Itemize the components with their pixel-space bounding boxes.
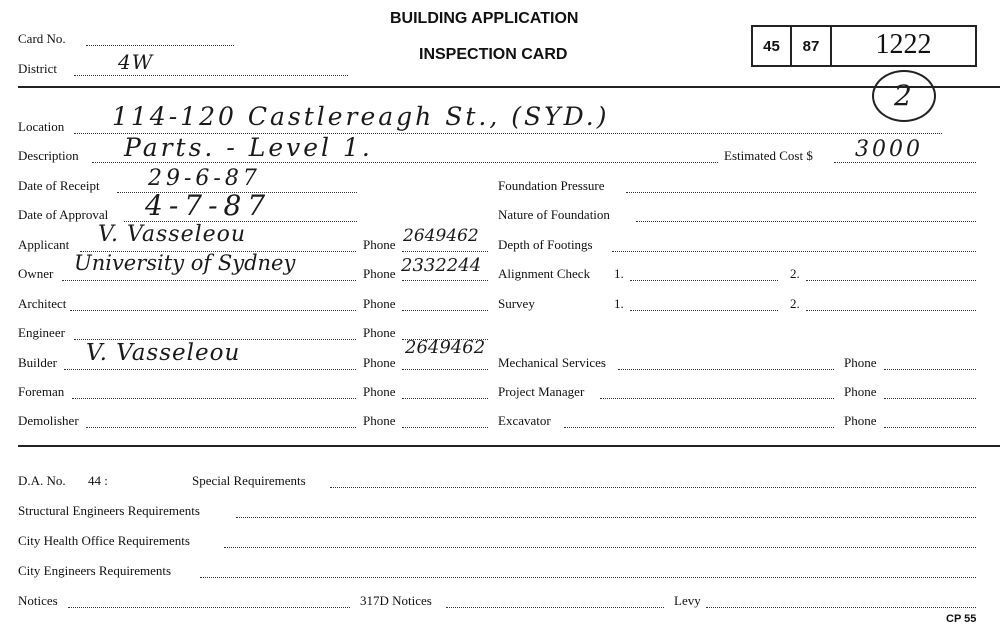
alignment-check-2-label: 2. bbox=[790, 266, 800, 281]
excavator-phone-field[interactable] bbox=[884, 427, 976, 428]
architect-label: Architect bbox=[18, 296, 67, 311]
survey-2-field[interactable] bbox=[806, 310, 976, 311]
nature-of-foundation-field[interactable] bbox=[636, 221, 976, 222]
project-manager-phone-field[interactable] bbox=[884, 398, 976, 399]
circled-mark: 2 bbox=[872, 70, 936, 122]
owner-value: University of Sydney bbox=[74, 251, 296, 275]
survey-1-field[interactable] bbox=[630, 310, 778, 311]
alignment-check-2-field[interactable] bbox=[806, 280, 976, 281]
applicant-phone-field[interactable] bbox=[402, 251, 488, 252]
survey-label: Survey bbox=[498, 296, 535, 311]
date-of-receipt-value: 29-6-87 bbox=[148, 166, 261, 191]
excavator-field[interactable] bbox=[564, 427, 834, 428]
city-health-label: City Health Office Requirements bbox=[18, 533, 190, 548]
card-number-box bbox=[751, 25, 977, 67]
mechanical-services-label: Mechanical Services bbox=[498, 355, 606, 370]
engineer-phone-label: Phone bbox=[363, 325, 396, 340]
title-line-2: INSPECTION CARD bbox=[419, 46, 568, 63]
builder-phone-value: 2649462 bbox=[405, 337, 486, 358]
owner-phone-value: 2332244 bbox=[401, 255, 482, 276]
card-no-field[interactable] bbox=[86, 45, 234, 46]
depth-of-footings-label: Depth of Footings bbox=[498, 237, 593, 252]
alignment-check-label: Alignment Check bbox=[498, 266, 591, 281]
description-value: Parts. - Level 1. bbox=[124, 133, 373, 162]
special-requirements-label: Special Requirements bbox=[192, 473, 306, 488]
foreman-label: Foreman bbox=[18, 384, 65, 399]
owner-phone-field[interactable] bbox=[402, 280, 488, 281]
architect-field[interactable] bbox=[70, 310, 356, 311]
demolisher-phone-label: Phone bbox=[363, 413, 396, 428]
alignment-check-1-label: 1. bbox=[614, 266, 624, 281]
estimated-cost-label: Estimated Cost $ bbox=[724, 148, 813, 163]
alignment-check-1-field[interactable] bbox=[630, 280, 778, 281]
title-line-1: BUILDING APPLICATION bbox=[390, 10, 579, 27]
builder-label: Builder bbox=[18, 355, 57, 370]
applicant-label: Applicant bbox=[18, 237, 70, 252]
nature-of-foundation-label: Nature of Foundation bbox=[498, 207, 610, 222]
date-of-receipt-label: Date of Receipt bbox=[18, 178, 100, 193]
builder-field[interactable] bbox=[64, 369, 356, 370]
structural-engineers-label: Structural Engineers Requirements bbox=[18, 503, 200, 518]
demolisher-phone-field[interactable] bbox=[402, 427, 488, 428]
form-code: CP 55 bbox=[946, 613, 977, 625]
architect-phone-label: Phone bbox=[363, 296, 396, 311]
survey-1-label: 1. bbox=[614, 296, 624, 311]
demolisher-label: Demolisher bbox=[18, 413, 79, 428]
date-of-approval-value: 4-7-87 bbox=[145, 189, 272, 222]
district-field[interactable] bbox=[74, 75, 348, 76]
location-value: 114-120 Castlereagh St., (SYD.) bbox=[112, 102, 610, 131]
da-no-label: D.A. No. bbox=[18, 473, 66, 488]
estimated-cost-field[interactable] bbox=[834, 162, 976, 163]
foreman-phone-label: Phone bbox=[363, 384, 396, 399]
builder-phone-label: Phone bbox=[363, 355, 396, 370]
mechanical-services-field[interactable] bbox=[618, 369, 834, 370]
architect-phone-field[interactable] bbox=[402, 310, 488, 311]
box-cell-a: 45 bbox=[763, 38, 780, 55]
excavator-phone-label: Phone bbox=[844, 413, 877, 428]
city-health-field[interactable] bbox=[224, 547, 976, 548]
notices-field[interactable] bbox=[68, 607, 350, 608]
builder-value: V. Vasseleou bbox=[86, 340, 241, 366]
mechanical-services-phone-field[interactable] bbox=[884, 369, 976, 370]
project-manager-label: Project Manager bbox=[498, 384, 585, 399]
description-field[interactable] bbox=[92, 162, 718, 163]
depth-of-footings-field[interactable] bbox=[612, 251, 976, 252]
levy-label: Levy bbox=[674, 593, 701, 608]
box-cell-b: 87 bbox=[802, 38, 820, 55]
project-manager-phone-label: Phone bbox=[844, 384, 877, 399]
foreman-field[interactable] bbox=[72, 398, 356, 399]
da-no-value: 44 : bbox=[88, 473, 108, 488]
notices-label: Notices bbox=[18, 593, 58, 608]
foundation-pressure-field[interactable] bbox=[626, 192, 976, 193]
divider-top bbox=[18, 86, 1000, 88]
applicant-value: V. Vasseleou bbox=[98, 222, 247, 247]
special-requirements-field[interactable] bbox=[330, 487, 976, 488]
owner-label: Owner bbox=[18, 266, 54, 281]
location-label: Location bbox=[18, 119, 65, 134]
engineer-label: Engineer bbox=[18, 325, 65, 340]
owner-phone-label: Phone bbox=[363, 266, 396, 281]
city-engineers-label: City Engineers Requirements bbox=[18, 563, 172, 578]
demolisher-field[interactable] bbox=[86, 427, 356, 428]
estimated-cost-value: 3000 bbox=[855, 137, 923, 162]
notices-317d-label: 317D Notices bbox=[360, 593, 432, 608]
district-label: District bbox=[18, 61, 57, 76]
owner-field[interactable] bbox=[62, 280, 356, 281]
levy-field[interactable] bbox=[706, 607, 976, 608]
mechanical-services-phone-label: Phone bbox=[844, 355, 877, 370]
district-value: 4W bbox=[118, 50, 154, 74]
notices-317d-field[interactable] bbox=[446, 607, 664, 608]
structural-engineers-field[interactable] bbox=[236, 517, 976, 518]
card-no-label: Card No. bbox=[18, 31, 66, 46]
project-manager-field[interactable] bbox=[600, 398, 834, 399]
city-engineers-field[interactable] bbox=[200, 577, 976, 578]
excavator-label: Excavator bbox=[498, 413, 551, 428]
survey-2-label: 2. bbox=[790, 296, 800, 311]
description-label: Description bbox=[18, 148, 79, 163]
box-card-number: 1222 bbox=[875, 29, 932, 60]
divider-middle bbox=[18, 445, 1000, 447]
applicant-phone-label: Phone bbox=[363, 237, 396, 252]
applicant-phone-value: 2649462 bbox=[403, 226, 479, 246]
date-of-approval-label: Date of Approval bbox=[18, 207, 109, 222]
foreman-phone-field[interactable] bbox=[402, 398, 488, 399]
foundation-pressure-label: Foundation Pressure bbox=[498, 178, 605, 193]
builder-phone-field[interactable] bbox=[402, 369, 488, 370]
